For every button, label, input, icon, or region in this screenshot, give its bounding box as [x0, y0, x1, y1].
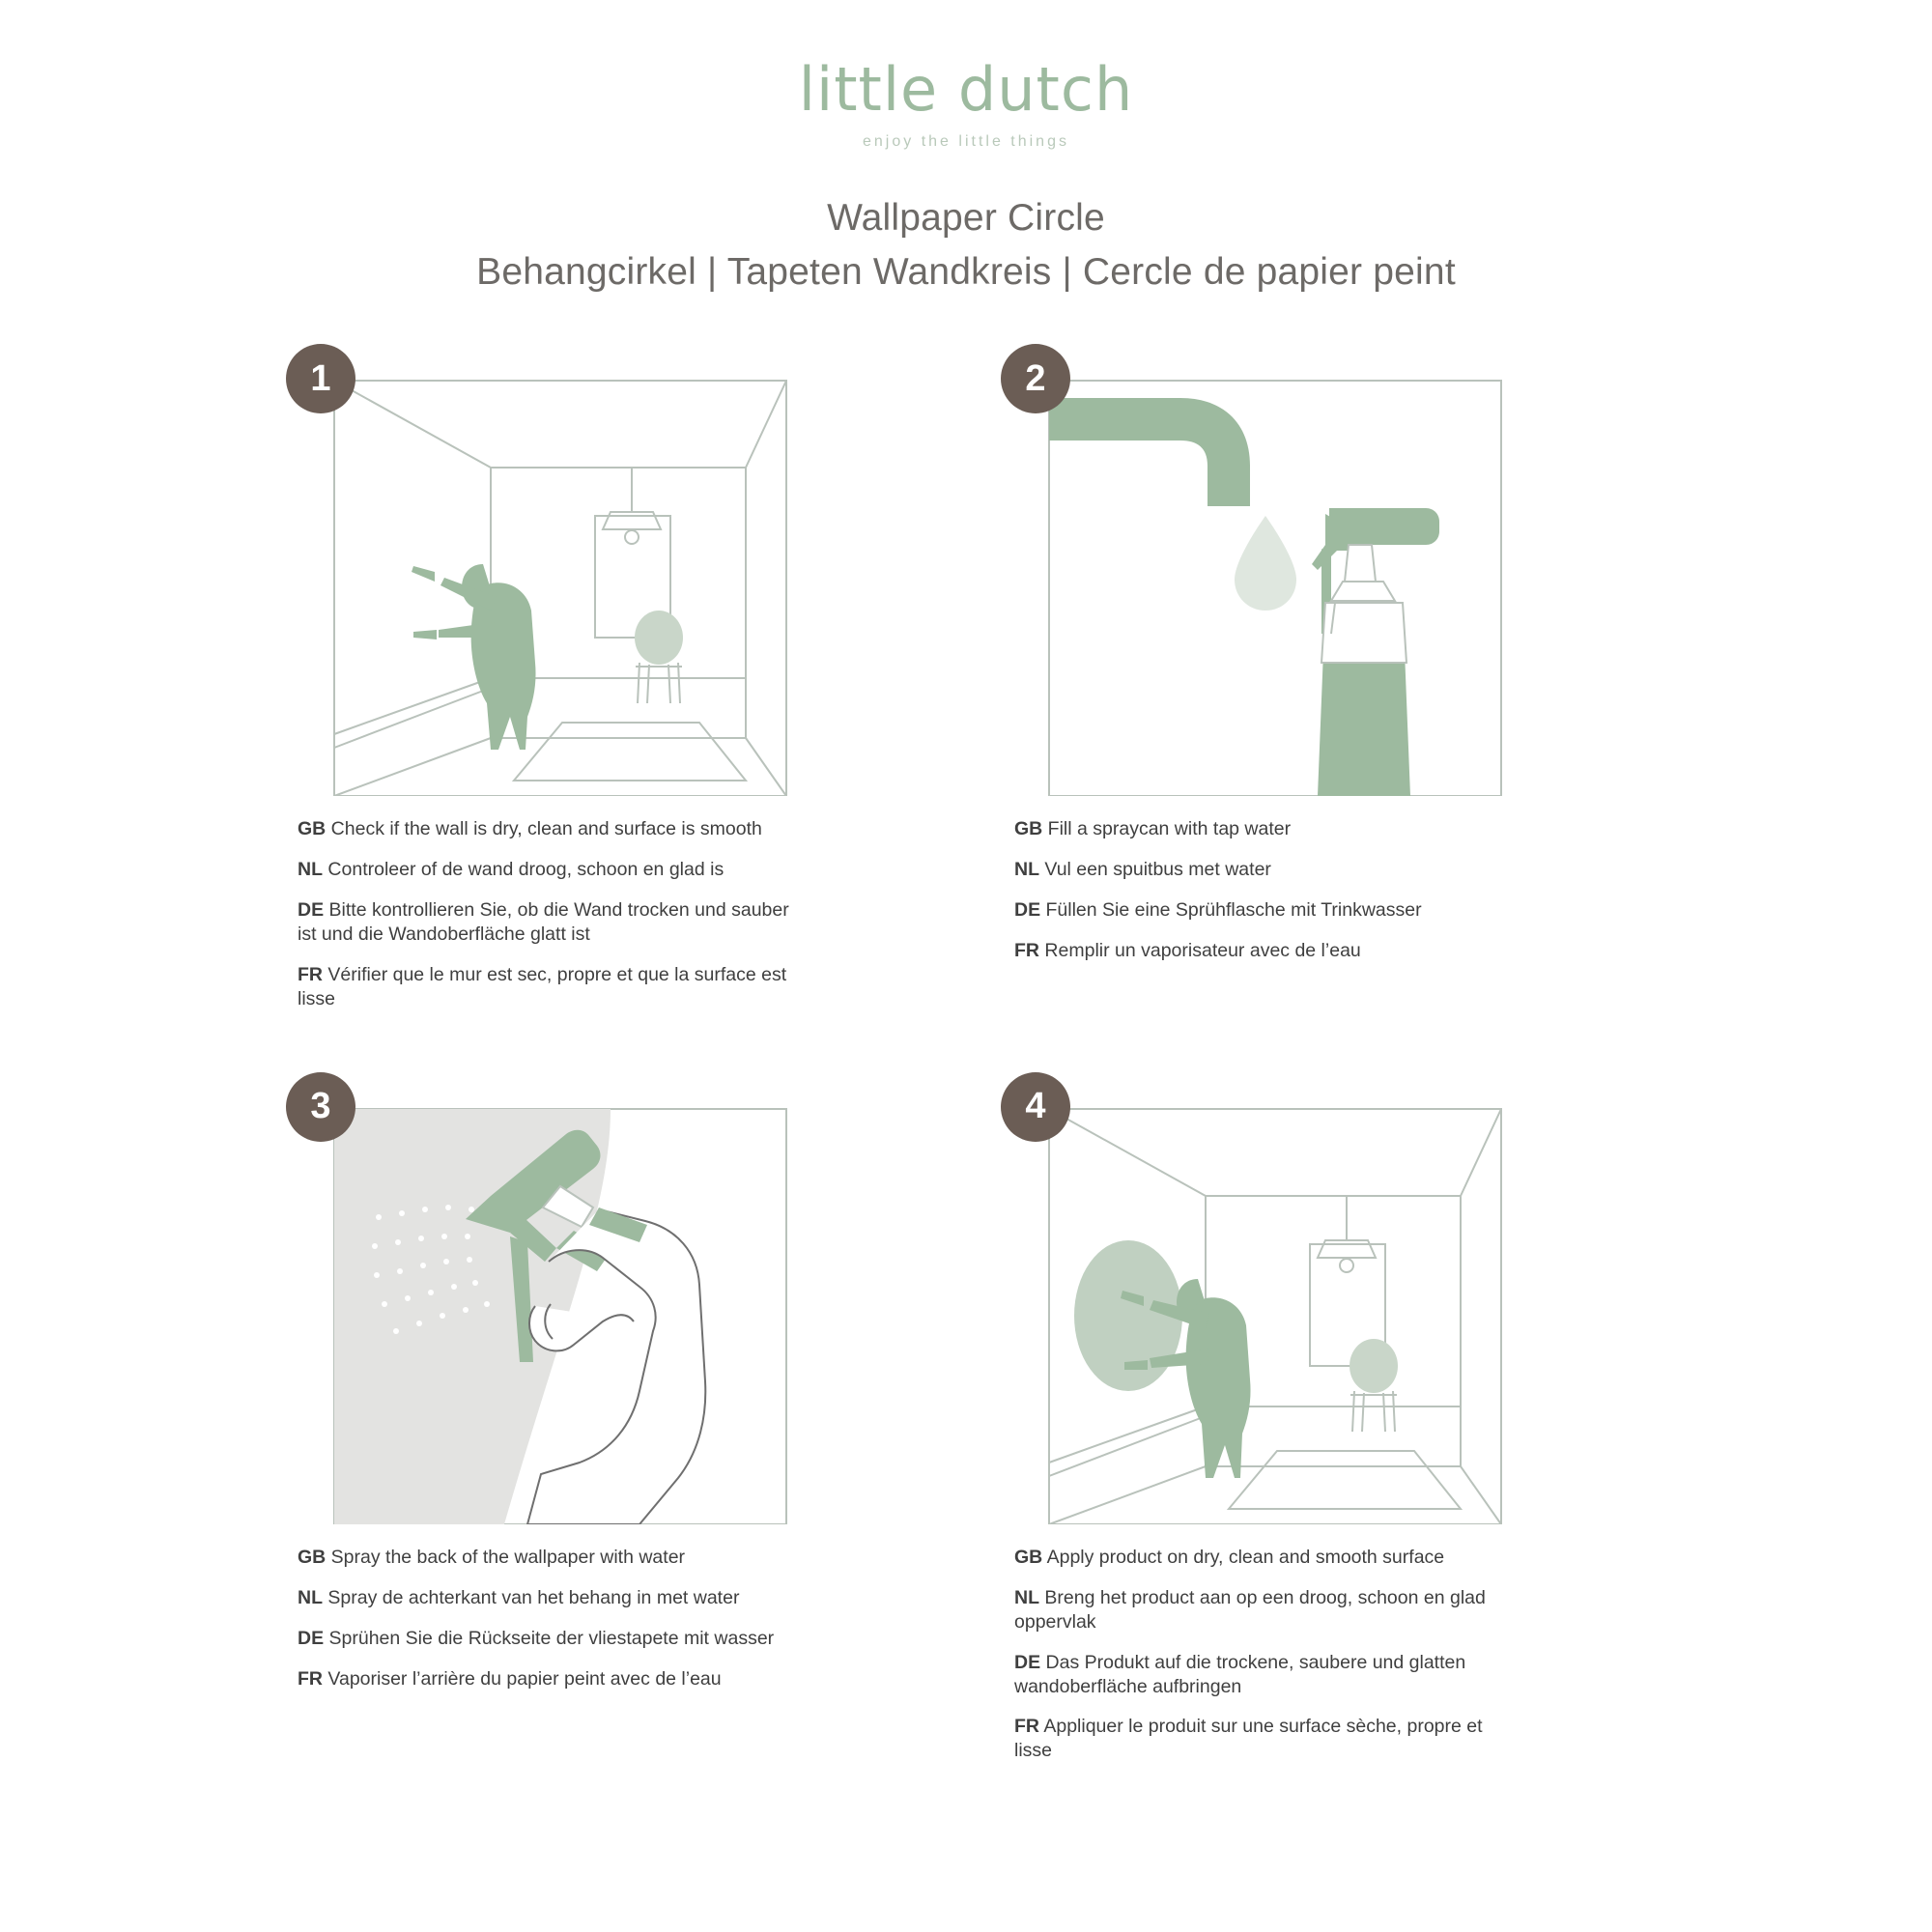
step-2 — [995, 344, 1652, 1028]
step-4-illustration — [1036, 1072, 1515, 1524]
step-4-captions — [1014, 1546, 1517, 1764]
step-number-badge: 2 — [1001, 344, 1070, 413]
step-2-captions — [1014, 817, 1517, 963]
caption-nl: NL Spray de achterkant van het behang in met water — [298, 1586, 740, 1608]
step-number-badge: 3 — [286, 1072, 355, 1142]
caption-nl: NL Vul een spuitbus met water — [1014, 858, 1271, 880]
caption-gb: GB Fill a spraycan with tap water — [1014, 818, 1292, 839]
caption-de: DE Füllen Sie eine Sprühflasche mit Trinkwasser — [1014, 898, 1422, 921]
caption-fr: FR Vaporiser l’arrière du papier peint avec de l’eau — [298, 1667, 722, 1690]
step-1-illustration — [321, 344, 800, 796]
caption-nl: NL Breng het product aan op een droog, schoon en glad oppervlak — [1014, 1586, 1486, 1633]
steps-grid — [0, 344, 1932, 1779]
step-number-badge: 1 — [286, 344, 355, 413]
brand-tagline: enjoy the little things — [863, 133, 1069, 150]
caption-nl: NL Controleer of de wand droog, schoon en glad is — [298, 858, 724, 880]
caption-de: DE Das Produkt auf die trockene, saubere und glatten wandoberfläche aufbringen — [1014, 1651, 1466, 1697]
page-title — [0, 197, 1932, 294]
caption-de: DE Sprühen Sie die Rückseite der vliestapete mit wasser — [298, 1627, 775, 1649]
brand-name: little dutch — [798, 54, 1134, 125]
caption-gb: GB Check if the wall is dry, clean and surface is smooth — [298, 818, 762, 839]
step-1-captions — [298, 817, 800, 1011]
title-subtitle: Behangcirkel | Tapeten Wandkreis | Cercle de papier peint — [476, 251, 1456, 293]
step-3-captions — [298, 1546, 800, 1691]
brand-header — [0, 0, 1932, 151]
caption-fr: FR Remplir un vaporisateur avec de l’eau — [1014, 939, 1361, 961]
caption-de: DE Bitte kontrollieren Sie, ob die Wand trocken und sauber ist und die Wandoberfläche glatt ist — [298, 898, 789, 945]
caption-gb: GB Apply product on dry, clean and smooth surface — [1014, 1546, 1445, 1568]
title-main: Wallpaper Circle — [827, 197, 1105, 239]
step-3-illustration — [321, 1072, 800, 1524]
caption-gb: GB Spray the back of the wallpaper with water — [298, 1546, 686, 1568]
step-1 — [280, 344, 937, 1028]
step-2-illustration — [1036, 344, 1515, 796]
caption-fr: FR Appliquer le produit sur une surface sèche, propre et lisse — [1014, 1716, 1483, 1762]
step-3 — [280, 1072, 937, 1780]
caption-fr: FR Vérifier que le mur est sec, propre et que la surface est lisse — [298, 963, 787, 1009]
step-4 — [995, 1072, 1652, 1780]
step-number-badge: 4 — [1001, 1072, 1070, 1142]
